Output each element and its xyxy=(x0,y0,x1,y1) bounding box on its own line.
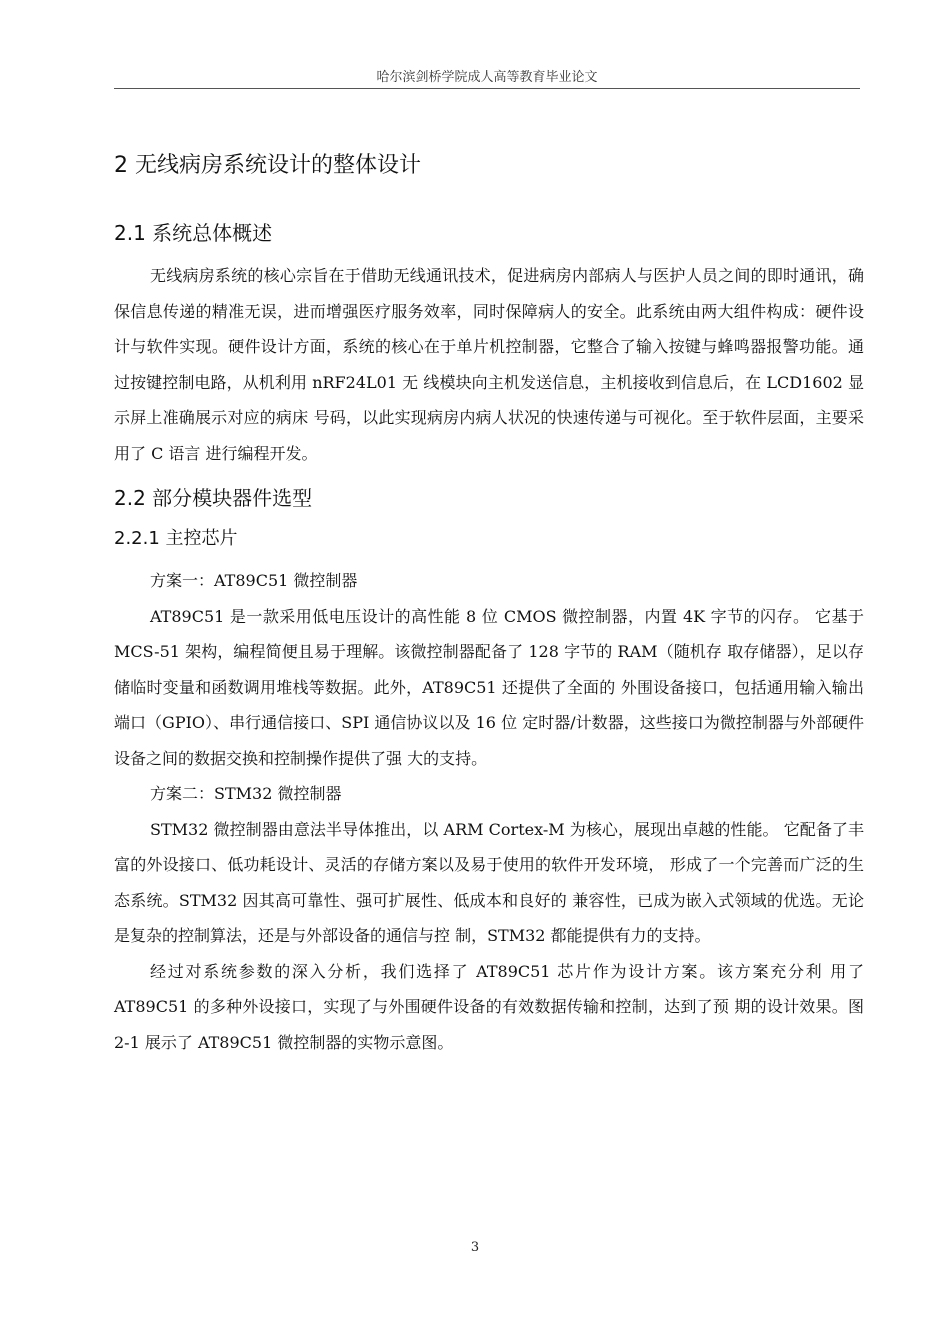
paragraph: STM32 微控制器由意法半导体推出，以 ARM Cortex-M 为核心，展现出卓越的性能。 它配备了丰富的外设接口、低功耗设计、灵活的存储方案以及易于使用的软件开发环境， 形成了一个完善而广泛的生态系统。STM32 因其高可靠性、强可扩展性、低成本和良好的 兼容性，已成为嵌入式领域的优选。无论是复杂的控制算法，还是与外部设备的通信与控 制，STM32 都能提供有力的支持。 xyxy=(114,819,864,945)
page-number: 3 xyxy=(470,1240,480,1255)
subsection-title: 2.2.1 主控芯片 xyxy=(114,528,238,549)
paragraph: 方案一：AT89C51 微控制器 xyxy=(150,571,358,590)
page-body xyxy=(114,148,864,1060)
paragraph: 无线病房系统的核心宗旨在于借助无线通讯技术，促进病房内部病人与医护人员之间的即时通讯，确保信息传递的精准无误，进而增强医疗服务效率，同时保障病人的安全。此系统由两大组件构成：硬件设计与软件实现。硬件设计方面，系统的核心在于单片机控制器，它整合了输入按键与蜂鸣器报警功能。通过按键控制电路，从机利用 nRF24L01 无 线模块向主机发送信息，主机接收到信息后，在 LCD1602 显示屏上准确展示对应的病床 号码，以此实现病房内病人状况的快速传递与可视化。至于软件层面，主要采用了 C 语言 进行编程开发。 xyxy=(114,266,864,463)
section-title: 2.1 系统总体概述 xyxy=(114,221,273,245)
header-rule xyxy=(114,88,860,89)
running-header: 哈尔滨剑桥学院成人高等教育毕业论文 xyxy=(376,70,598,85)
paragraph: AT89C51 是一款采用低电压设计的高性能 8 位 CMOS 微控制器，内置 4K 字节的闪存。 它基于 MCS-51 架构，编程简便且易于理解。该微控制器配备了 128 字节的 RAM（随机存 取存储器），足以存储临时变量和函数调用堆栈等数据。此外，AT89C51 还提供了全面的 外围设备接口，包括通用输入输出端口（GPIO）、串行通信接口、SPI 通信协议以及 16 位 定时器/计数器，这些接口为微控制器与外部硬件设备之间的数据交换和控制操作提供了强 大的支持。 xyxy=(114,606,864,768)
chapter-title: 2 无线病房系统设计的整体设计 xyxy=(114,153,421,178)
paragraph: 方案二：STM32 微控制器 xyxy=(150,784,342,803)
section-title: 2.2 部分模块器件选型 xyxy=(114,486,313,510)
paragraph: 经过对系统参数的深入分析，我们选择了 AT89C51 芯片作为设计方案。该方案充分利 用了 AT89C51 的多种外设接口，实现了与外围硬件设备的有效数据传输和控制，达到了预 期的设计效果。图 2-1 展示了 AT89C51 微控制器的实物示意图。 xyxy=(114,961,864,1052)
